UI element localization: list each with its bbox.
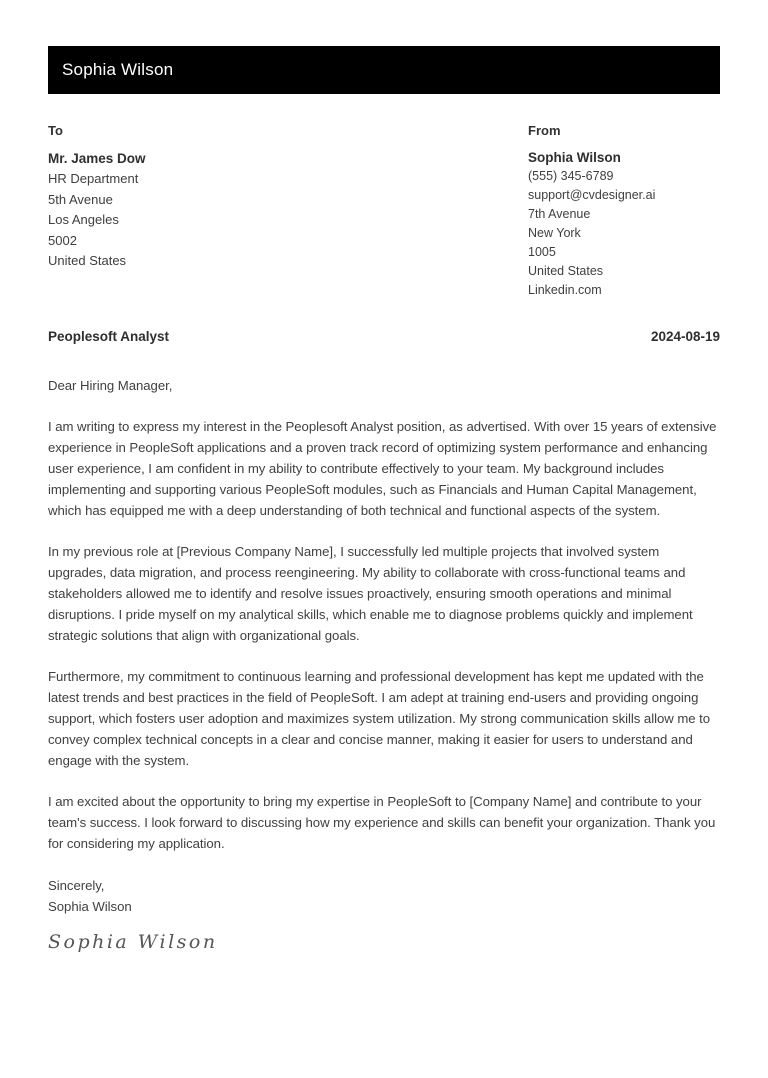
- recipient-department: HR Department: [48, 171, 139, 186]
- subject-row: [48, 326, 720, 347]
- paragraph-intro: I am writing to express my interest in the Peoplesoft Analyst position, as advertised. With over 15 years of extensive experience in PeopleSoft applications and a proven track record of optimizing system performance and enhancing user experience, I am confident in my ability to contribute effectively to your team. My background includes implementing and supporting various PeopleSoft modules, such as Financials and Human Capital Management, which has equipped me with a deep understanding of both technical and functional aspects of the system.: [48, 419, 717, 518]
- sender-block: [528, 124, 720, 300]
- recipient-name: Mr. James Dow: [48, 151, 146, 166]
- recipient-block: [48, 124, 528, 300]
- sender-name: Sophia Wilson: [528, 150, 621, 165]
- sender-label: From: [528, 123, 561, 138]
- recipient-city: Los Angeles: [48, 212, 119, 227]
- letter-body: [48, 375, 720, 953]
- closing-block: [48, 875, 720, 917]
- closing-name: Sophia Wilson: [48, 899, 132, 914]
- paragraph-conclusion: I am excited about the opportunity to bring my expertise in PeopleSoft to [Company Name] and contribute to your team's success. I look forward to discussing how my experience and skills can benefit your organization. Thank you for considering my application.: [48, 794, 716, 851]
- salutation: Dear Hiring Manager,: [48, 378, 173, 393]
- header-bar: [48, 46, 720, 94]
- header-name: Sophia Wilson: [62, 60, 174, 79]
- paragraph-skills: Furthermore, my commitment to continuous learning and professional development has kept me updated with the latest trends and best practices in the field of PeopleSoft. I am adept at training end-users and providing ongoing support, which fosters user adoption and maximizes system utilization. My strong communication skills allow me to convey complex technical concepts in a clear and concise manner, making it easier for users to understand and engage with the system.: [48, 669, 711, 768]
- recipient-country: United States: [48, 253, 127, 268]
- recipient-postal-code: 5002: [48, 232, 77, 248]
- sender-city: New York: [528, 226, 581, 240]
- sender-phone: (555) 345-6789: [528, 169, 614, 183]
- sender-country: United States: [528, 264, 604, 278]
- recipient-street: 5th Avenue: [48, 191, 113, 207]
- closing-salutation: Sincerely,: [48, 878, 105, 893]
- sender-email: support@cvdesigner.ai: [528, 188, 656, 202]
- sender-linkedin: Linkedin.com: [528, 283, 602, 297]
- paragraph-experience: In my previous role at [Previous Company Name], I successfully led multiple projects that involved system upgrades, data migration, and process reengineering. My ability to collaborate with cross-functional teams and stakeholders allowed me to identify and resolve issues proactively, ensuring smooth operations and minimal disruptions. I pride myself on my analytical skills, which enable me to diagnose problems quickly and implement strategic solutions that align with organizational goals.: [48, 544, 693, 643]
- signature: Sophia Wilson: [48, 931, 218, 953]
- letter-date: 2024-08-19: [650, 329, 720, 344]
- job-title: Peoplesoft Analyst: [48, 329, 170, 344]
- sender-street: 7th Avenue: [528, 207, 591, 221]
- recipient-label: To: [48, 123, 63, 138]
- sender-postal-code: 1005: [528, 245, 556, 259]
- address-section: [48, 124, 720, 300]
